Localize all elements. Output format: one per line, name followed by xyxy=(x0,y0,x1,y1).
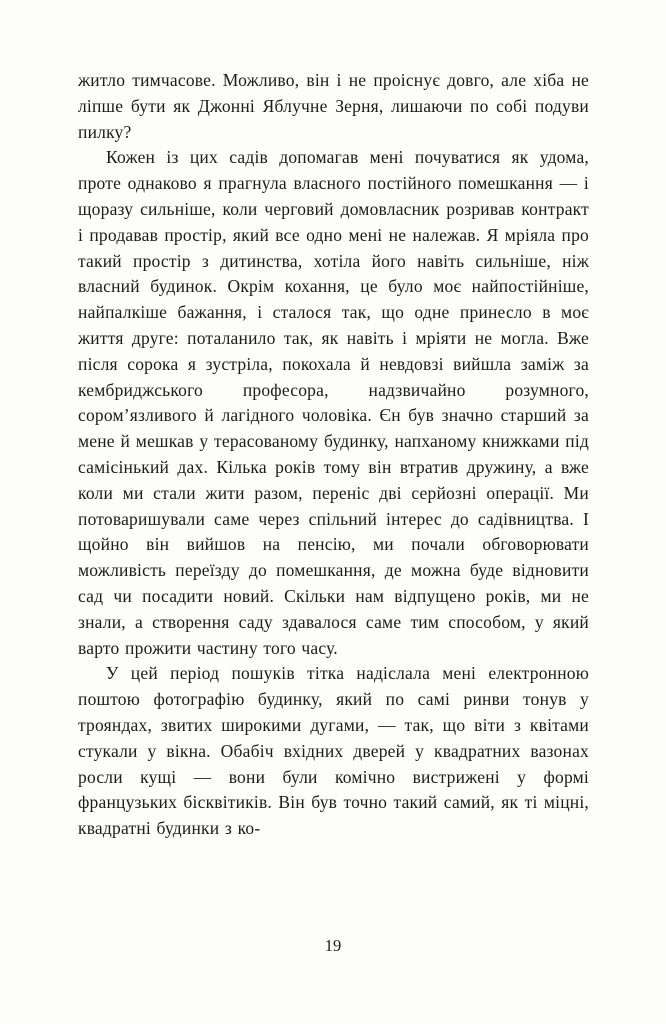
paragraph: Кожен із цих садів допомагав мені почуватися як удома, проте однаково я прагнула власного постійного помешкання — і щоразу сильніше, коли черговий домовласник розривав контракт і продавав простір, який все одно мені не належав. Я мріяла про такий простір з дитинства, хотіла його навіть сильніше, ніж власний будинок. Окрім кохання, це було моє найпостійніше, найпалкіше бажання, і сталося так, що одне принесло в моє життя друге: поталанило так, як навіть і мріяти не могла. Вже після сорока я зустріла, покохала й невдовзі вийшла заміж за кембриджського професора, надзвичайно розумного, сором’язливого й лагідного чоловіка. Єн був значно старший за мене й мешкав у терасованому будинку, напханому книжками під самісінький дах. Кілька років тому він втратив дружину, а вже коли ми стали жити разом, переніс дві серйозні операції. Ми потоваришували саме через спільний інтерес до садівництва. І щойно він вийшов на пенсію, ми почали обговорювати можливість переїзду до помешкання, де можна буде відновити сад чи посадити новий. Скільки нам відпущено років, ми не знали, а створення саду здавалося саме тим способом, у який варто прожити частину того часу. xyxy=(78,147,589,658)
paragraph-continuation: житло тимчасове. Можливо, він і не проіснує довго, але хіба не ліпше бути як Джонні Яблучне Зерня, лишаючи по собі подуви пилку? xyxy=(78,70,589,142)
paragraph: У цей період пошуків тітка надіслала мені електронною поштою фотографію будинку, який по самі ринви тонув у трояндах, звитих широкими дугами, — так, що віти з квітами стукали у вікна. Обабіч вхідних дверей у квадратних вазонах росли кущі — вони були комічно вистрижені у формі французьких бісквітиків. Він був точно такий самий, як ті міцні, квадратні будинки з ко- xyxy=(78,663,589,839)
page-text xyxy=(78,68,589,842)
page-number: 19 xyxy=(324,936,342,955)
